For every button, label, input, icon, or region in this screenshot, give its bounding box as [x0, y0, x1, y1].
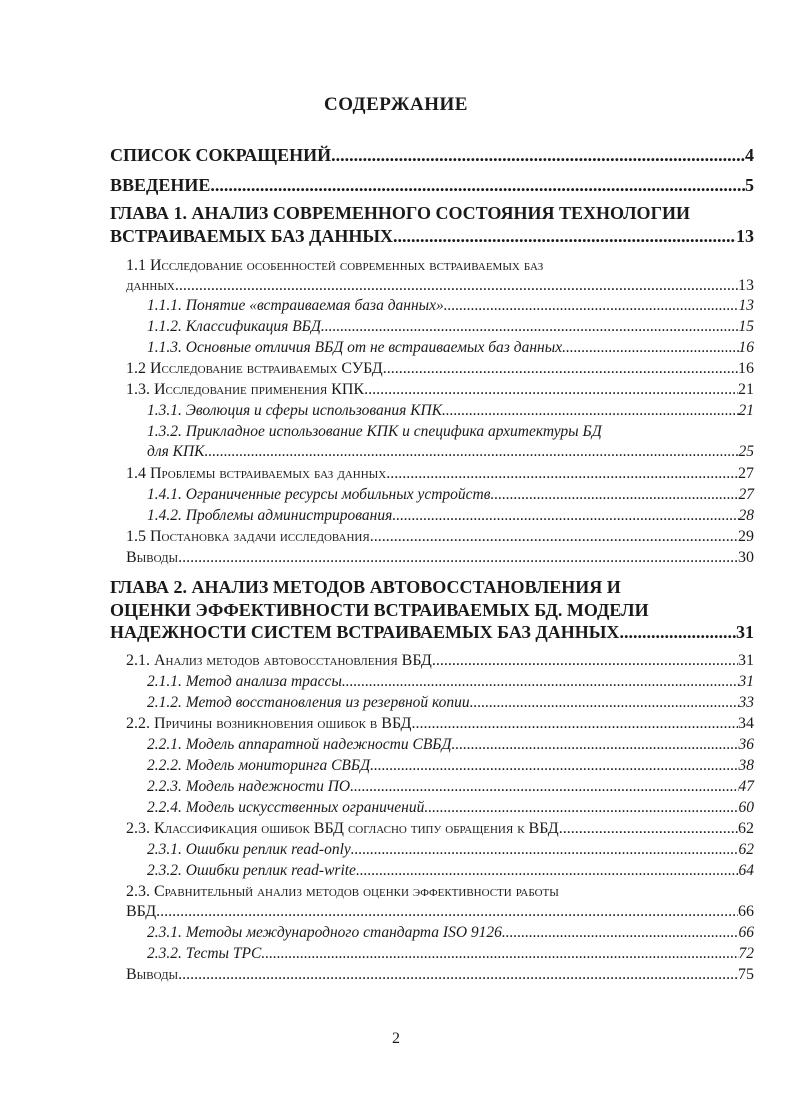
toc-leader: [562, 339, 738, 357]
toc-entry-page: 28: [738, 507, 754, 524]
toc-leader: [432, 652, 738, 670]
toc-leader: [342, 673, 739, 691]
toc-entry-page: 30: [738, 549, 754, 566]
toc-leader: [490, 486, 738, 504]
toc-entry-page: 29: [738, 528, 754, 545]
toc-entry-page: 13: [738, 297, 754, 314]
toc-entry-label: 1.4 Проблемы встраиваемых баз данных: [126, 465, 387, 482]
toc-entry-page: 62: [738, 820, 754, 837]
toc-entry-label: 1.3.1. Эволюция и сферы использования КПК: [147, 402, 442, 419]
toc-entry-label: Выводы: [126, 549, 179, 566]
toc-entry[interactable]: [147, 673, 754, 691]
toc-entry-label: Выводы: [126, 966, 179, 983]
toc-entry-label: 1.3. Исследование применения КПК: [126, 381, 365, 398]
toc-entry[interactable]: [147, 862, 754, 880]
toc-leader: [393, 226, 736, 247]
toc-entry[interactable]: [110, 175, 754, 196]
toc-entry[interactable]: [147, 694, 754, 712]
toc-entry-label: ВБД: [126, 903, 157, 920]
toc-entry[interactable]: [147, 778, 754, 796]
toc-entry-page: 21: [738, 402, 754, 419]
toc-entry[interactable]: [110, 226, 754, 247]
toc-entry[interactable]: [126, 360, 754, 378]
toc-entry-page: 13: [738, 277, 754, 294]
toc-entry[interactable]: [126, 549, 754, 567]
toc-entry[interactable]: [147, 799, 754, 817]
toc-leader: [204, 443, 738, 461]
toc-entry-line2[interactable]: ОЦЕНКИ ЭФФЕКТИВНОСТИ ВСТРАИВАЕМЫХ БД. МОДЕЛИ: [110, 600, 649, 620]
toc-entry-label: 1.2 Исследование встраиваемых СУБД: [126, 360, 383, 377]
toc-leader: [559, 820, 738, 838]
toc-entry-label: ВВЕДЕНИЕ: [110, 175, 211, 195]
toc-entry-page: 60: [738, 799, 754, 816]
toc-entry-page: 21: [738, 381, 754, 398]
toc-entry-page: 16: [738, 360, 754, 377]
toc-entry-label: 2.2.4. Модель искусственных ограничений: [147, 799, 425, 816]
toc-leader: [261, 945, 738, 963]
toc-leader: [175, 277, 738, 295]
toc-entry-label: 2.3.2. Тесты TPC: [147, 945, 262, 962]
toc-entry-page: 31: [736, 622, 754, 642]
toc-leader: [178, 966, 738, 984]
toc-leader: [370, 528, 738, 546]
toc-entry-page: 72: [738, 945, 754, 962]
toc-leader: [156, 903, 738, 921]
toc-leader: [392, 507, 738, 525]
toc-leader: [411, 715, 738, 733]
toc-leader: [331, 145, 745, 166]
toc-entry[interactable]: [126, 528, 754, 546]
toc-leader: [451, 736, 738, 754]
toc-entry[interactable]: [126, 652, 754, 670]
toc-entry-page: 34: [738, 715, 754, 732]
toc-entry[interactable]: [147, 297, 754, 315]
toc-entry-page: 66: [738, 903, 754, 920]
toc-entry-label: 2.3.1. Методы международного стандарта ISO 9126: [147, 924, 502, 941]
toc-entry[interactable]: [126, 465, 754, 483]
toc-entry-label: 2.2.1. Модель аппаратной надежности СВБД: [147, 736, 452, 753]
toc-leader: [350, 778, 738, 796]
toc-entry-label: НАДЕЖНОСТИ СИСТЕМ ВСТРАИВАЕМЫХ БАЗ ДАННЫХ: [110, 622, 620, 642]
toc-leader: [356, 862, 739, 880]
toc-leader: [210, 175, 745, 196]
page-number: 2: [392, 1030, 400, 1047]
toc-entry[interactable]: [147, 443, 754, 461]
toc-entry-label: данных: [126, 277, 175, 294]
toc-entry[interactable]: [147, 318, 754, 336]
toc-entry-label: 1.4.1. Ограниченные ресурсы мобильных устройств: [147, 486, 491, 503]
toc-entry-label: 1.5 Постановка задачи исследования: [126, 528, 370, 545]
toc-entry-page: 31: [738, 673, 754, 690]
toc-entry-line1[interactable]: 1.1 Исследование особенностей современных встраиваемых баз: [126, 257, 544, 274]
toc-entry-label: 1.1.3. Основные отличия ВБД от не встраиваемых баз данных: [147, 339, 563, 356]
toc-leader: [470, 694, 739, 712]
toc-entry-label: 2.1.2. Метод восстановления из резервной копии: [147, 694, 470, 711]
toc-entry[interactable]: [110, 622, 754, 643]
toc-leader: [178, 549, 738, 567]
toc-entry-page: 33: [738, 694, 754, 711]
page-title: СОДЕРЖАНИЕ: [324, 94, 468, 115]
toc-entry[interactable]: [147, 486, 754, 504]
toc-leader: [619, 622, 736, 643]
toc-entry[interactable]: [147, 402, 754, 420]
toc-entry-page: 47: [738, 778, 754, 795]
toc-entry-label: 2.3.1. Ошибки реплик read-only: [147, 841, 351, 858]
toc-leader: [321, 318, 739, 336]
toc-entry-label: 1.1.1. Понятие «встраиваемая база данных»: [147, 297, 444, 314]
toc-entry-label: 1.4.2. Проблемы администрирования: [147, 507, 393, 524]
toc-entry[interactable]: [126, 277, 754, 295]
toc-entry-page: 4: [745, 145, 754, 165]
toc-entry-label: 1.1.2. Классификация ВБД: [147, 318, 321, 335]
toc-entry-label: 2.1. Анализ методов автовосстановления ВБД: [126, 652, 432, 669]
toc-entry-line1[interactable]: ГЛАВА 2. АНАЛИЗ МЕТОДОВ АВТОВОССТАНОВЛЕНИЯ И: [110, 577, 621, 597]
toc-entry-label: ВСТРАИВАЕМЫХ БАЗ ДАННЫХ: [110, 226, 394, 246]
toc-leader: [383, 360, 738, 378]
toc-entry-line1[interactable]: 1.3.2. Прикладное использование КПК и специфика архитектуры БД: [147, 423, 602, 440]
toc-entry[interactable]: [147, 924, 754, 942]
toc-entry-label: 2.2.2. Модель мониторинга СВБД: [147, 757, 371, 774]
toc-entry-page: 66: [738, 924, 754, 941]
toc-entry-page: 16: [738, 339, 754, 356]
toc-entry-line1[interactable]: 2.3. Сравнительный анализ методов оценки эффективности работы: [126, 883, 559, 900]
toc-entry[interactable]: [126, 966, 754, 984]
toc-leader: [370, 757, 738, 775]
toc-entry-page: 5: [745, 175, 754, 195]
toc-entry-label: 2.1.1. Метод анализа трассы: [147, 673, 342, 690]
toc-leader: [442, 402, 739, 420]
toc-entry-page: 36: [738, 736, 754, 753]
toc-leader: [424, 799, 738, 817]
toc-entry[interactable]: [147, 757, 754, 775]
toc-leader: [386, 465, 738, 483]
toc-entry-page: 31: [738, 652, 754, 669]
toc-entry-label: 2.2.3. Модель надежности ПО: [147, 778, 351, 795]
toc-entry[interactable]: [110, 145, 754, 166]
toc-leader: [502, 924, 739, 942]
toc-entry-page: 38: [738, 757, 754, 774]
toc-entry-line1[interactable]: ГЛАВА 1. АНАЛИЗ СОВРЕМЕННОГО СОСТОЯНИЯ ТЕХНОЛОГИИ: [110, 203, 691, 223]
toc-entry[interactable]: [147, 736, 754, 754]
toc-entry-label: для КПК: [147, 443, 205, 460]
toc-entry-page: 15: [738, 318, 754, 335]
toc-leader: [444, 297, 739, 315]
toc-entry[interactable]: [147, 945, 754, 963]
toc-entry[interactable]: [126, 903, 754, 921]
toc-entry[interactable]: [126, 381, 754, 399]
toc-entry[interactable]: [147, 507, 754, 525]
toc-entry-page: 27: [738, 486, 754, 503]
toc-entry-page: 27: [738, 465, 754, 482]
toc-entry[interactable]: [147, 841, 754, 859]
toc-entry-page: 13: [736, 226, 754, 246]
toc-entry[interactable]: [126, 715, 754, 733]
toc-entry-page: 62: [738, 841, 754, 858]
toc-entry-label: СПИСОК СОКРАЩЕНИЙ: [110, 145, 332, 165]
toc-entry[interactable]: [126, 820, 754, 838]
toc-entry-page: 64: [738, 862, 754, 879]
toc-entry-page: 75: [738, 966, 754, 983]
toc-entry-page: 25: [738, 443, 754, 460]
toc-leader: [364, 381, 738, 399]
toc-leader: [351, 841, 739, 859]
toc-entry-label: 2.2. Причины возникновения ошибок в ВБД: [126, 715, 412, 732]
toc-entry-label: 2.3. Классификация ошибок ВБД согласно типу обращения к ВБД: [126, 820, 559, 837]
toc-entry[interactable]: [147, 339, 754, 357]
toc-entry-label: 2.3.2. Ошибки реплик read-write: [147, 862, 356, 879]
